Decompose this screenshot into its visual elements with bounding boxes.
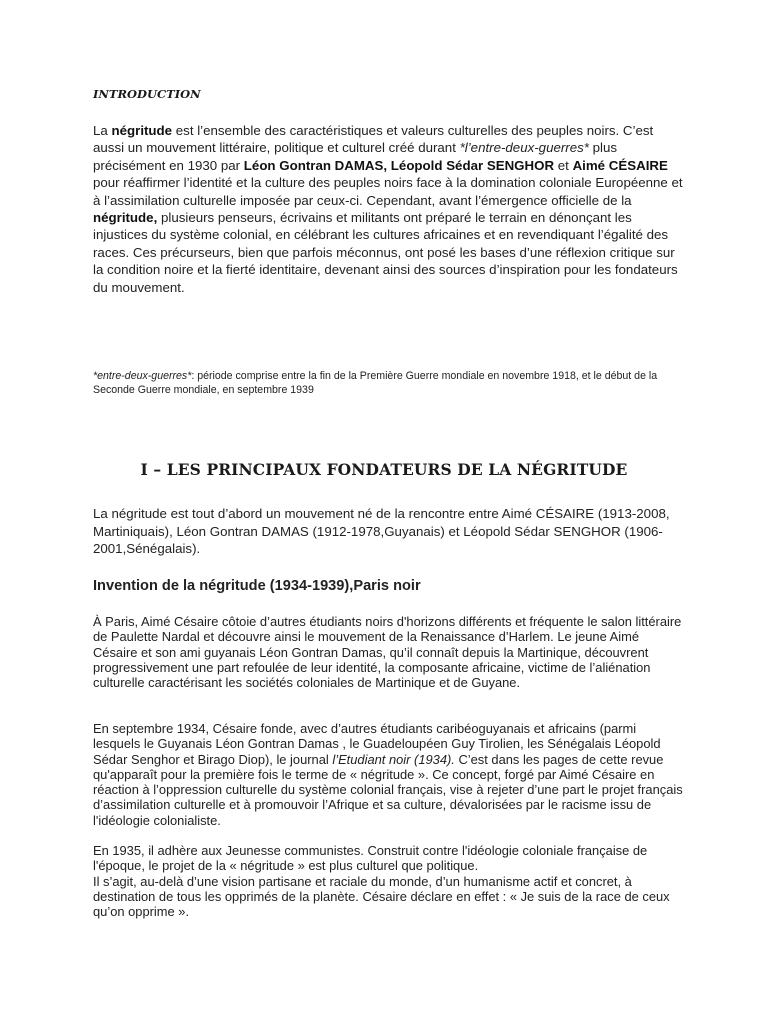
text-run: pour réaffirmer l’identité et la culture des peuples noirs face à la domination coloniale Européenne et à l’assimilation culturelle imposée par ceux-ci. Cependant, avant l’émergence officielle de la [93, 175, 683, 208]
footnote-term: *entre-deux-guerres* [93, 370, 192, 382]
bold-term-negritude: négritude, [93, 210, 158, 226]
text-run: La [93, 123, 112, 138]
section-intro-paragraph: La négritude est tout d’abord un mouvement né de la rencontre entre Aimé CÉSAIRE (1913-2008, Martiniquais), Léon Gontran DAMAS (1912-1978,Guyanais) et Léopold Sédar SENGHOR (1906-2001,Sénégalais). [93, 506, 670, 557]
section-title: I – LES PRINCIPAUX FONDATEURS DE LA NÉGRITUDE [140, 460, 628, 479]
introduction-heading: INTRODUCTION [93, 87, 201, 101]
text-run: C’est dans les pages de cette revue qu'apparaît pour la première fois le terme de « négritude ». Ce concept, forgé par Aimé Césaire en réaction à l’oppression culturelle du système colonial français, vise à rejeter d’une part le projet français d’assimilation culturelle et à promouvoir l’Afrique et sa culture, dévalorisées par le racisme issu de l'idéologie colonialiste. [93, 751, 683, 828]
text-run: En septembre 1934, Césaire fonde, avec d’autres étudiants caribéoguyanais et africains (parmi lesquels le Guyanais Léon Gontran Damas , le Guadeloupéen Guy Tirolien, les Sénégalais Léopold Sédar Senghor et Birago Diop), le journal [93, 721, 661, 767]
italic-term-entre-deux-guerres: *l’entre-deux-guerres* [459, 140, 589, 156]
footnote [93, 369, 683, 397]
subheading: Invention de la négritude (1934-1939),Paris noir [93, 578, 421, 594]
text-run: plus précisément en 1930 par [93, 140, 618, 173]
text-run: En 1935, il adhère aux Jeunesse communistes. Construit contre l'idéologie coloniale française de l'époque, le projet de la « négritude » est plus culturel que politique. [93, 843, 648, 874]
body-paragraph-3 [93, 843, 683, 919]
text-run: Il s’agit, au-delà d’une vision partisane et raciale du monde, d’un humanisme actif et concret, à destination de tous les opprimés de la planète. Césaire déclare en effet : « Je suis de la race de ceux qu’on opprime ». [93, 873, 670, 920]
bold-founder-cesaire: Aimé CÉSAIRE [572, 157, 668, 173]
footnote-text: : période comprise entre la fin de la Première Guerre mondiale en novembre 1918, et le début de la Seconde Guerre mondiale, en septembre 1939 [93, 370, 658, 396]
body-paragraph-2 [93, 721, 683, 828]
body-paragraph-1: À Paris, Aimé Césaire côtoie d’autres étudiants noirs d'horizons différents et fréquente le salon littéraire de Paulette Nardal et découvre ainsi le mouvement de la Renaissance d’Harlem. Le jeune Aimé Césaire et son ami guyanais Léon Gontran Damas, qu’il connaît depuis la Martinique, découvrent progressivement une part refoulée de leur identité, la composante africaine, victime de l’aliénation culturelle caractérisant les sociétés coloniales de Martinique et de Guyane. [93, 614, 682, 691]
journal-title: l’Etudiant noir (1934). [332, 751, 455, 767]
text-run: est l’ensemble des caractéristiques et valeurs culturelles des peuples noirs. C’est aussi un mouvement littéraire, politique et culturel créé durant [93, 123, 654, 156]
bold-term-negritude: négritude [111, 123, 173, 138]
text-run: plusieurs penseurs, écrivains et militants ont préparé le terrain en dénonçant les injustices du système colonial, en célébrant les cultures africaines et en revendiquant l’égalité des races. Ces précurseurs, bien que parfois méconnus, ont posé les bases d’une réflexion critique sur la condition noire et la fierté identitaire, devenant ainsi des sources d’inspiration pour les fondateurs du mouvement. [93, 210, 678, 295]
introduction-paragraph [93, 122, 683, 296]
bold-founders-names: Léon Gontran DAMAS, Léopold Sédar SENGHOR [243, 157, 555, 173]
text-run: et [554, 157, 573, 173]
